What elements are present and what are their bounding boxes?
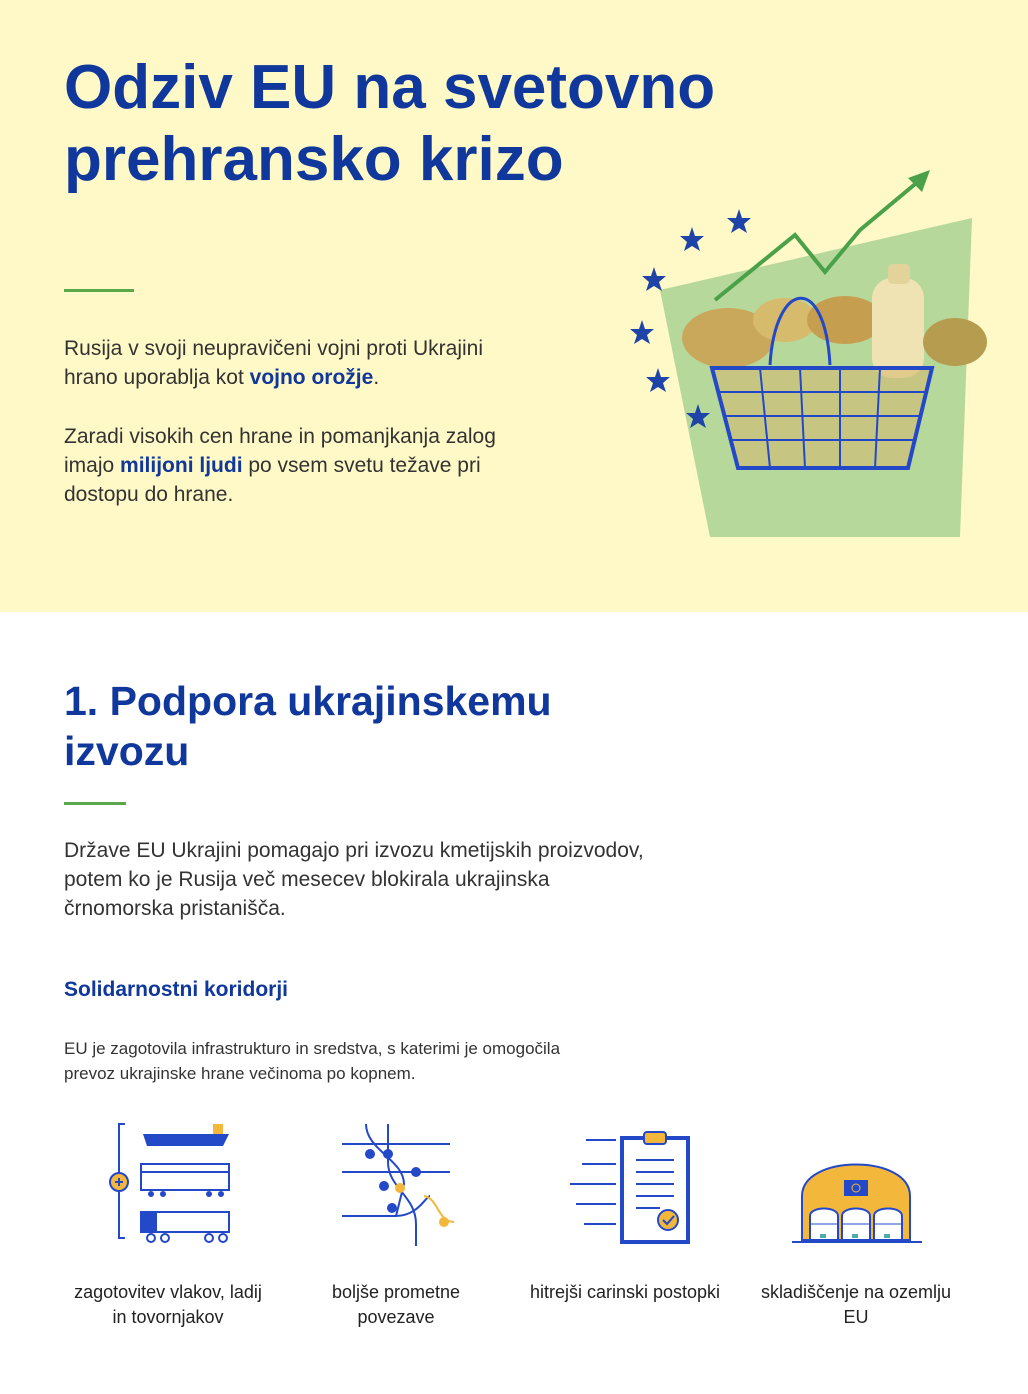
item-label: zagotovitev vlakov, ladij in tovornjakov — [74, 1282, 262, 1327]
intro-paragraph-2 — [64, 422, 534, 509]
section-paragraph: Države EU Ukrajini pomagajo pri izvozu kmetijskih proizvodov, potem ko je Rusija več mesecev blokirala ukrajinska črnomorska pristanišča. — [64, 839, 644, 920]
intro-highlight: vojno orožje — [249, 366, 374, 389]
train-ship-truck-icon — [105, 1120, 245, 1250]
clipboard-checklist-icon — [560, 1120, 700, 1250]
intro-text: Zaradi visokih cen hrane in pomanjkanja zalog imajo — [64, 425, 496, 477]
page-title: Odziv EU na svetovno prehransko krizo — [64, 53, 716, 194]
subheading: Solidarnostni koridorji — [64, 978, 289, 1001]
section-heading: 1. Podpora ukrajinskemu izvozu — [64, 678, 552, 774]
subtext: EU je zagotovila infrastrukturo in sredstva, s katerimi je omogočila prevoz ukrajinske hrane večinoma po kopnem. — [64, 1039, 561, 1083]
intro-paragraph-1 — [64, 334, 534, 392]
food-basket-illustration — [620, 160, 1000, 550]
transport-network-icon — [326, 1120, 466, 1250]
intro-text: po vsem svetu težave pri dostopu do hrane. — [64, 454, 481, 506]
item-label: hitrejši carinski postopki — [529, 1282, 721, 1302]
item-label: boljše prometne povezave — [331, 1282, 461, 1327]
warehouse-icon — [786, 1120, 926, 1250]
section-divider — [64, 802, 126, 805]
intro-highlight: milijoni ljudi — [120, 454, 243, 477]
item-label: skladiščenje na ozemlju EU — [760, 1282, 952, 1327]
intro-text: . — [373, 366, 380, 389]
intro-text: Rusija v svoji neupravičeni vojni proti Ukrajini hrano uporablja kot — [64, 337, 484, 389]
title-divider — [64, 289, 134, 292]
